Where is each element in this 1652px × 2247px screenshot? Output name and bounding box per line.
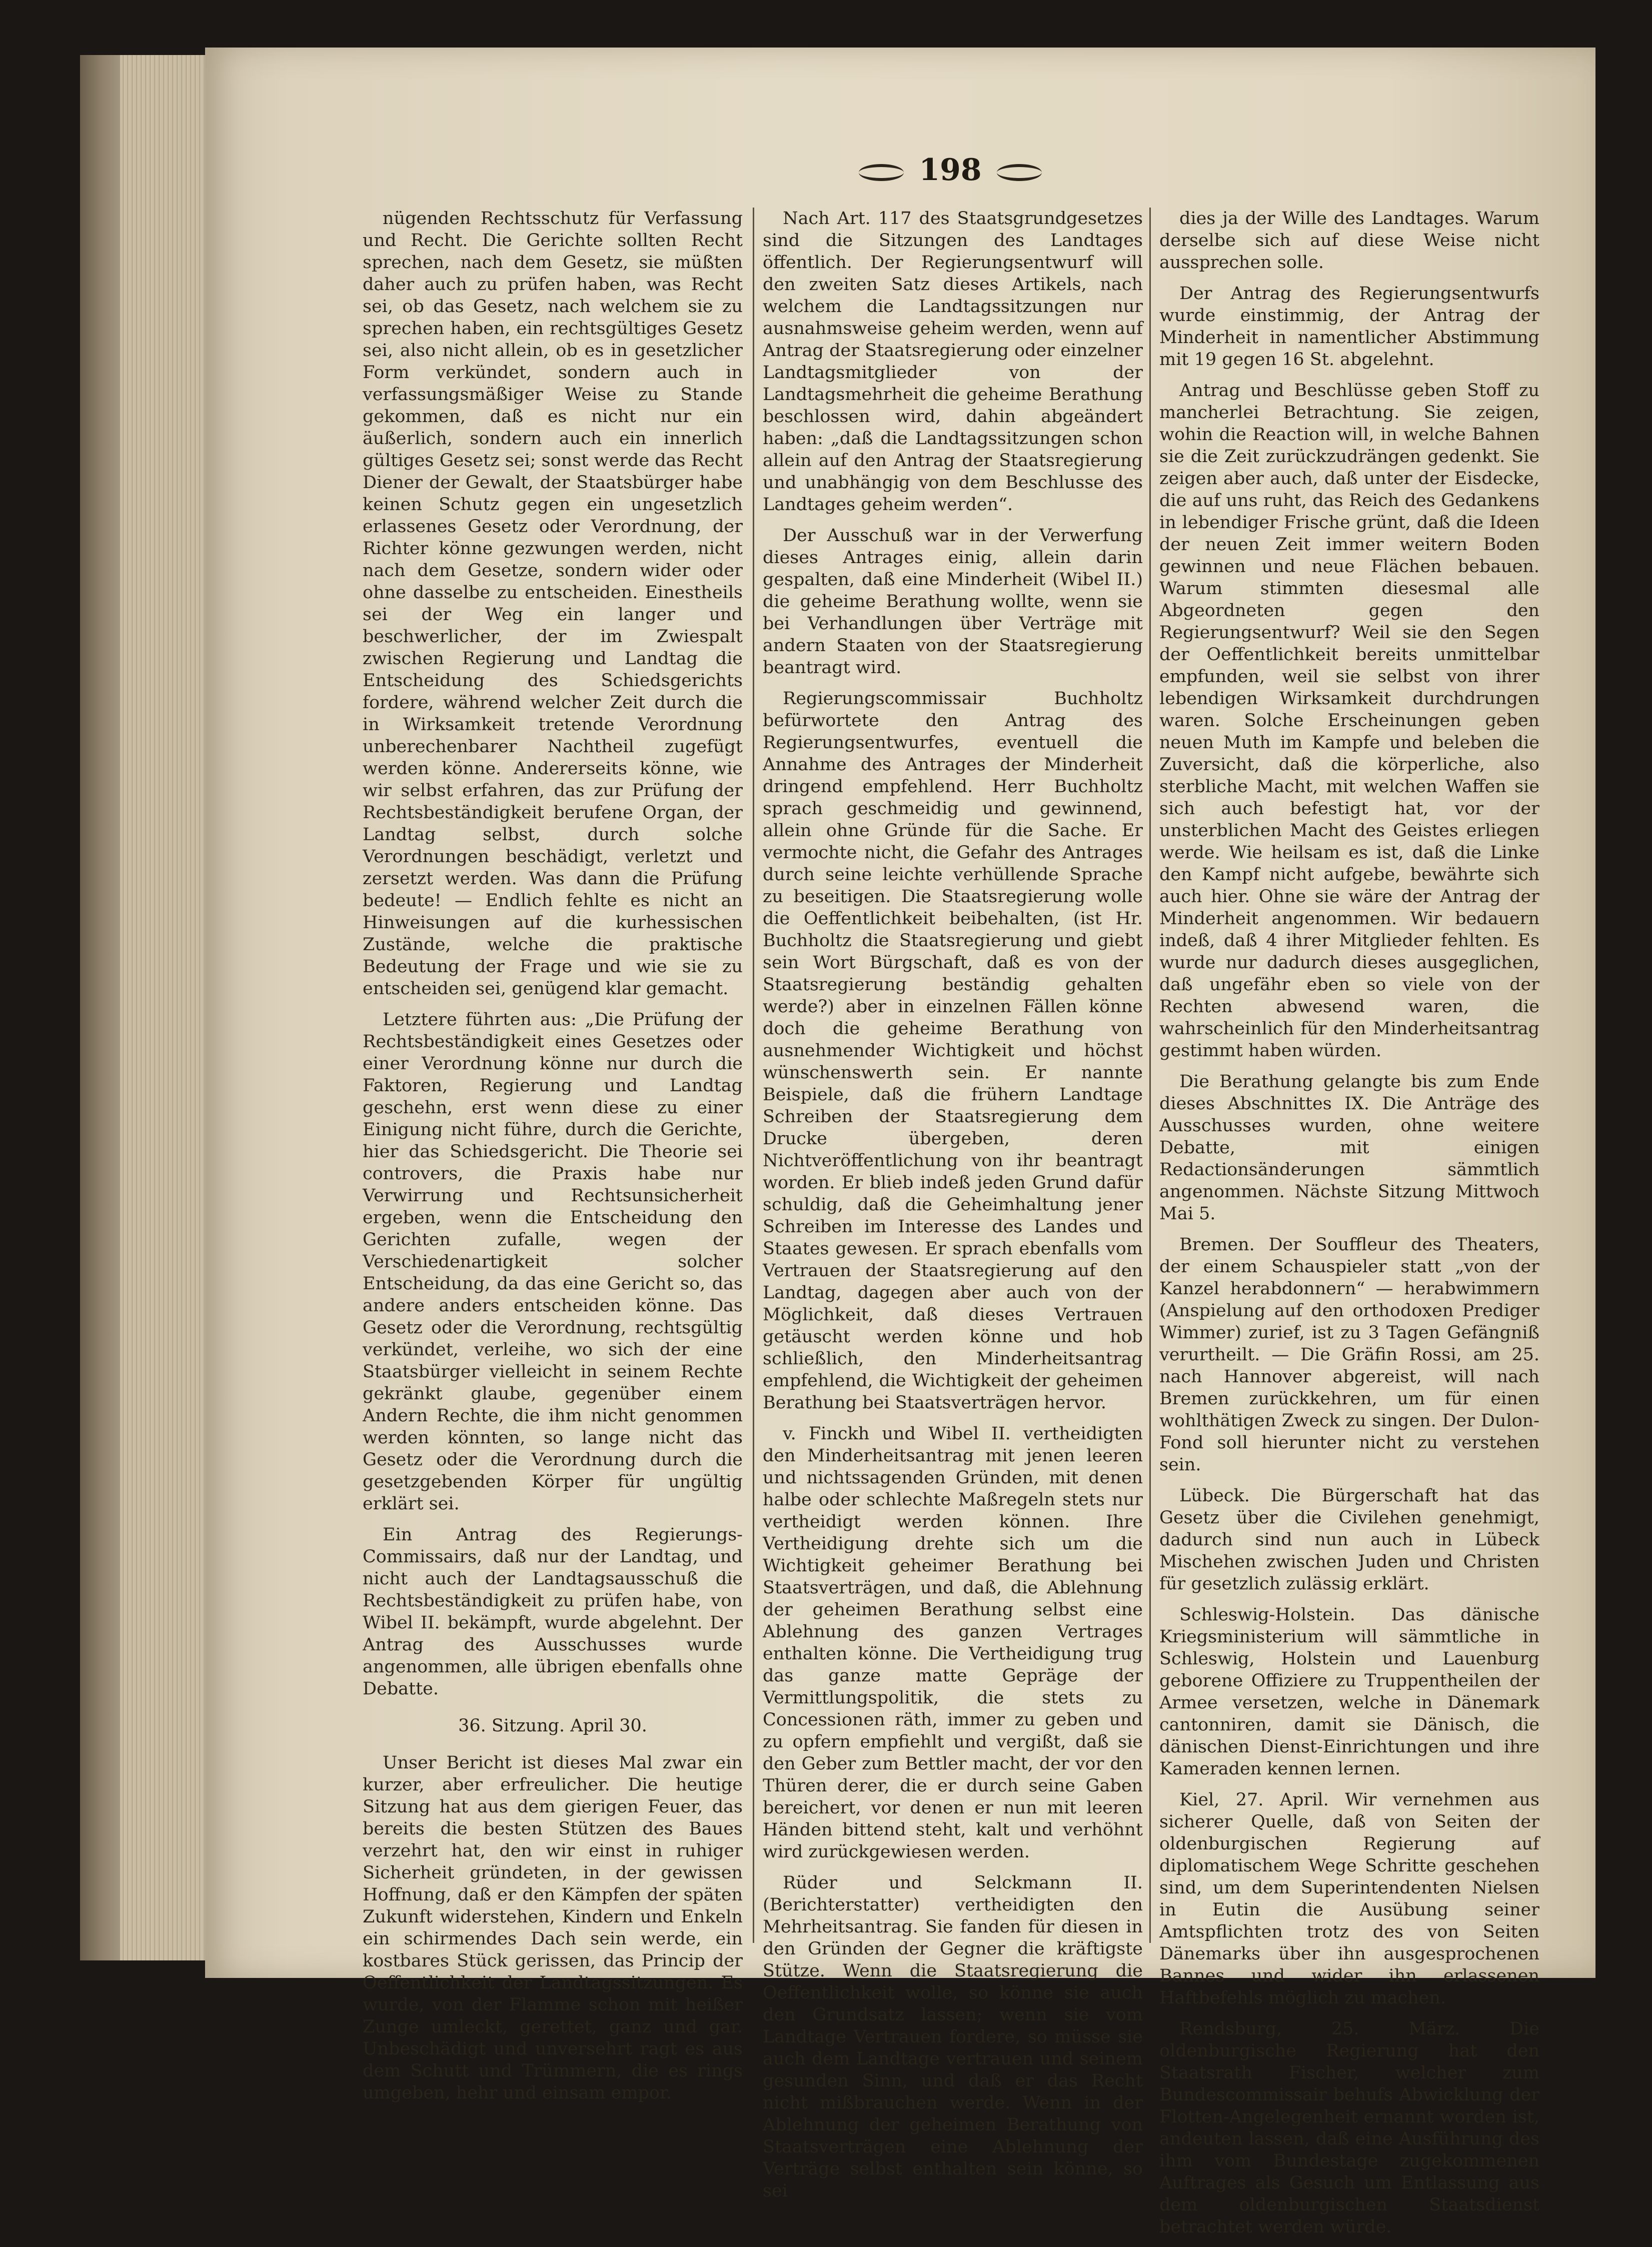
paragraph: Der Antrag des Regierungsentwurfs wurde einstimmig, der Antrag der Minderheit in namentlicher Abstimmung mit 19 gegen 16 St. abgelehnt. <box>1159 284 1539 370</box>
column-rule <box>753 208 754 1943</box>
paragraph: v. Finckh und Wibel II. vertheidigten den Minderheitsantrag mit jenen leeren und nichtssagenden Gründen, mit denen halbe oder schlechte Maßregeln stets nur vertheidigt werden können. Ihre Vertheidigung drehte sich um die Wichtigkeit geheimer Berathung bei Staatsverträgen, und daß, die Ablehnung der geheimen Berathung selbst eine Ablehnung des ganzen Vertrages enthalten könne. Die Vertheidigung trug das ganze matte Gepräge der Vermittlungspolitik, die stets zu Concessionen räth, immer zu geben und zu opfern empfiehlt und vergißt, daß sie den Geber zum Bettler macht, der vor den Thüren derer, die er durch seine Gaben bereichert, vor denen er nun mit leeren Händen bittend steht, kalt und verhöhnt wird zurückgewiesen werden. <box>763 1424 1143 1862</box>
paragraph: Rüder und Selckmann II. (Berichterstatter) vertheidigten den Mehrheitsantrag. Sie fanden für diesen in den Gründen der Gegner die kräftigste Stütze. Wenn die Staatsregierung die Oeffentlichkeit wolle, so könne sie auch den Grundsatz lassen; wenn sie vom Landtage Vertrauen fordere, so müsse sie auch dem Landtage vertrauen und seinem gesunden Sinn, und daß er das Recht nicht mißbrauchen werde. Wenn in der Ablehnung der geheimen Berathung von Staatsverträgen eine Ablehnung der Verträge selbst enthalten sein könne, so sei <box>763 1873 1143 2201</box>
paragraph: Letztere führten aus: „Die Prüfung der Rechtsbeständigkeit eines Gesetzes oder einer Verordnung könne nur durch die Faktoren, Regierung und Landtag geschehn, erst wenn diese zu einer Einigung nicht führe, durch die Gerichte, hier das Schiedsgericht. Die Theorie sei controvers, die Praxis habe nur Verwirrung und Rechtsunsicherheit ergeben, wenn die Entscheidung den Gerichten zufalle, wegen der Verschiedenartigkeit solcher Entscheidung, da das eine Gericht so, das andere anders entscheiden könne. Das Gesetz oder die Verordnung, rechtsgültig verkündet, verleihe, wo sich der eine Staatsbürger vielleicht in seinem Rechte gekränkt glaube, gegenüber einem Andern Rechte, die ihm nicht genommen werden könnten, so lange nicht das Gesetz oder die Verordnung durch die gesetzgebenden Körper für ungültig erklärt sei. <box>363 1010 743 1514</box>
ornament-left-icon <box>859 164 904 181</box>
paragraph: Der Ausschuß war in der Verwerfung dieses Antrages einig, allein darin gespalten, daß eine Minderheit (Wibel II.) die geheime Berathung wollte, wenn sie bei Verhandlungen über Verträge mit andern Staaten von der Staatsregierung beantragt wird. <box>763 526 1143 678</box>
text-column-1 <box>363 208 743 2113</box>
paragraph: Nach Art. 117 des Staatsgrundgesetzes sind die Sitzungen des Landtages öffentlich. Der Regierungsentwurf will den zweiten Satz dieses Artikels, nach welchem die Landtagssitzungen nur ausnahmsweise geheim werden, wenn auf Antrag der Staatsregierung oder einzelner Landtagsmitglieder von der Landtagsmehrheit die geheime Berathung beschlossen wird, dahin abgeändert haben: „daß die Landtagssitzungen schon allein auf den Antrag der Staatsregierung und unabhängig von dem Beschlusse des Landtages geheim werden“. <box>763 209 1143 515</box>
text-column-3 <box>1159 208 1539 2247</box>
paragraph: Antrag und Beschlüsse geben Stoff zu mancherlei Betrachtung. Sie zeigen, wohin die Reaction will, in welche Bahnen sie die Zeit zurückzudrängen gedenkt. Sie zeigen aber auch, daß unter der Eisdecke, die auf uns ruht, das Reich des Gedankens in lebendiger Frische grünt, daß die Ideen der neuen Zeit immer weitern Boden gewinnen und neue Flächen bebauen. Warum stimmten diesesmal alle Abgeordneten gegen den Regierungsentwurf? Weil sie den Segen der Oeffentlichkeit bereits unmittelbar empfunden, weil sie selbst von ihrer lebendigen Wirksamkeit durchdrungen waren. Solche Erscheinungen geben neuen Muth im Kampfe und beleben die Zuversicht, daß die körperliche, also sterbliche Macht, mit welchen Waffen sie sich auch befestigt hat, vor der unsterblichen Macht des Geistes erliegen werde. Wie heilsam es ist, daß die Linke den Kampf nicht aufgebe, bewährte sich auch hier. Ohne sie wäre der Antrag der Minderheit angenommen. Wir bedauern indeß, daß 4 ihrer Mitglieder fehlten. Es wurde nur dadurch dieses ausgeglichen, daß ungefähr eben so viele von der Rechten abwesend waren, die wahrscheinlich für den Minderheitsantrag gestimmt haben würden. <box>1159 381 1539 1061</box>
paragraph: Unser Bericht ist dieses Mal zwar ein kurzer, aber erfreulicher. Die heutige Sitzung hat aus dem gierigen Feuer, das bereits die besten Stützen des Baues verzehrt hat, den wir einst in ruhiger Sicherheit gründeten, in der gewissen Hoffnung, daß er den Kämpfen der späten Zukunft widerstehen, Kindern und Enkeln ein schirmendes Dach sein werde, ein kostbares Stück gerissen, das Princip der Oeffentlichkeit der Landtagssitzungen. Es wurde, von der Flamme schon mit heißer Zunge umleckt, gerettet, ganz und gar. Unbeschädigt und unversehrt ragt es aus dem Schutt und Trümmern, die es rings umgeben, hehr und einsam empor. <box>363 1753 743 2103</box>
page-header <box>850 153 1050 193</box>
page-stack-edge <box>120 55 210 1960</box>
news-item-bremen: Bremen. Der Souffleur des Theaters, der einem Schauspieler statt „von der Kanzel herabdonnern“ — herabwimmern (Anspielung auf den orthodoxen Prediger Wimmer) zurief, ist zu 3 Tagen Gefängniß verurtheilt. — Die Gräfin Rossi, am 25. nach Hannover abgereist, will nach Bremen zurückkehren, um für einen wohlthätigen Zweck zu singen. Der Dulon-Fond soll hierunter nicht zu verstehen sein. <box>1159 1235 1539 1475</box>
paragraph: nügenden Rechtsschutz für Verfassung und Recht. Die Gerichte sollten Recht sprechen, nach dem Gesetz, sie müßten daher auch zu prüfen haben, was Recht sei, ob das Gesetz, nach welchem sie zu sprechen haben, ein rechtsgültiges Gesetz sei, also nicht allein, ob es in gesetzlicher Form verkündet, sondern auch in verfassungsmäßiger Weise zu Stande gekommen, daß es nicht nur ein äußerlich, sondern auch ein innerlich gültiges Gesetz sei; sonst werde das Recht Diener der Gewalt, der Staatsbürger habe keinen Schutz gegen ein ungesetzlich erlassenes Gesetz oder Verordnung, der Richter könne gezwungen werden, nicht nach dem Gesetze, sondern wider oder ohne dasselbe zu entscheiden. Einestheils sei der Weg ein langer und beschwerlicher, der im Zwiespalt zwischen Regierung und Landtag die Entscheidung des Schiedsgerichts fordere, während welcher Zeit durch die in Wirksamkeit tretende Verordnung unberechenbarer Nachtheil zugefügt werden könne. Andererseits könne, wie wir selbst erfahren, das zur Prüfung der Rechtsbeständigkeit berufene Organ, der Landtag selbst, durch solche Verordnungen beschädigt, verletzt und zersetzt werden. Was dann die Prüfung bedeute! — Endlich fehlte es nicht an Hinweisungen auf die kurhessischen Zustände, welche die praktische Bedeutung der Frage und wie sie zu entscheiden sei, genügend klar gemacht. <box>363 209 743 999</box>
news-item-luebeck: Lübeck. Die Bürgerschaft hat das Gesetz über die Civilehen genehmigt, dadurch sind nun auch in Lübeck Mischehen zwischen Juden und Christen für gesetzlich zulässig erklärt. <box>1159 1486 1539 1594</box>
paragraph: Ein Antrag des Regierungs-Commissairs, daß nur der Landtag, und nicht auch der Landtagsausschuß die Rechtsbeständigkeit zu prüfen habe, von Wibel II. bekämpft, wurde abgelehnt. Der Antrag des Ausschusses wurde angenommen, alle übrigen ebenfalls ohne Debatte. <box>363 1525 743 1699</box>
paragraph: Die Berathung gelangte bis zum Ende dieses Abschnittes IX. Die Anträge des Ausschusses wurden, ohne weitere Debatte, mit einigen Redactionsänderungen sämmtlich angenommen. Nächste Sitzung Mittwoch Mai 5. <box>1159 1072 1539 1224</box>
page-number: 198 <box>919 153 982 188</box>
paragraph: dies ja der Wille des Landtages. Warum derselbe sich auf diese Weise nicht aussprechen solle. <box>1159 209 1539 273</box>
column-rule <box>1149 208 1151 1943</box>
news-item-rendsburg: Rendsburg, 25. März. Die oldenburgische Regierung hat den Staatsrath Fischer, welcher zum Bundescommissair behufs Abwicklung der Flotten-Angelegenheit ernannt worden ist, andeuten lassen, daß eine Ausführung des ihm vom Bundestage zugekommenen Auftrages als Gesuch um Entlassung aus dem oldenburgischen Staatsdienst betrachtet werden würde. <box>1159 2019 1539 2237</box>
news-item-kiel: Kiel, 27. April. Wir vernehmen aus sicherer Quelle, daß von Seiten der oldenburgischen Regierung auf diplomatischem Wege Schritte geschehen sind, um dem Superintendenten Nielsen in Eutin die Ausübung seiner Amtspflichten trotz des von Seiten Dänemarks über ihn ausgesprochenen Bannes und wider ihn erlassenen Haftbefehls möglich zu machen. <box>1159 1790 1539 2008</box>
text-column-2 <box>763 208 1143 2211</box>
news-item-schleswig-holstein: Schleswig-Holstein. Das dänische Kriegsministerium will sämmtliche in Schleswig, Holstein und Lauenburg geborene Offiziere zu Truppentheilen der Armee versetzen, welche in Dänemark cantonniren, damit sie Dänisch, die dänischen Dienst-Einrichtungen und ihre Kameraden kennen lernen. <box>1159 1605 1539 1779</box>
session-heading: 36. Sitzung. April 30. <box>458 1716 647 1736</box>
paragraph: Regierungscommissair Buchholtz befürwortete den Antrag des Regierungsentwurfes, eventuell die Annahme des Antrages der Minderheit dringend empfehlend. Herr Buchholtz sprach geschmeidig und gewinnend, allein ohne Gründe für die Sache. Er vermochte nicht, die Gefahr des Antrages durch seine leichte verhüllende Sprache zu beseitigen. Die Staatsregierung wolle die Oeffentlichkeit beibehalten, (ist Hr. Buchholtz die Staatsregierung und giebt sein Wort Bürgschaft, daß es von der Staatsregierung beständig gehalten werde?) aber in einzelnen Fällen könne doch die geheime Berathung von ausnehmender Wichtigkeit und höchst wünschenswerth sein. Er nannte Beispiele, daß die frühern Landtage Schreiben der Staatsregierung dem Drucke übergeben, deren Nichtveröffentlichung von ihr beantragt worden. Er blieb indeß jeden Grund dafür schuldig, daß die Geheimhaltung jener Schreiben im Interesse des Landes und Staates gewesen. Er sprach ebenfalls vom Vertrauen der Staatsregierung auf den Landtag, dagegen aber auch von der Möglichkeit, daß dieses Vertrauen getäuscht werden könne und hob schließlich, den Minderheitsantrag empfehlend, die Wichtigkeit der geheimen Berathung bei Staatsverträgen hervor. <box>763 689 1143 1413</box>
ornament-right-icon <box>997 164 1042 181</box>
